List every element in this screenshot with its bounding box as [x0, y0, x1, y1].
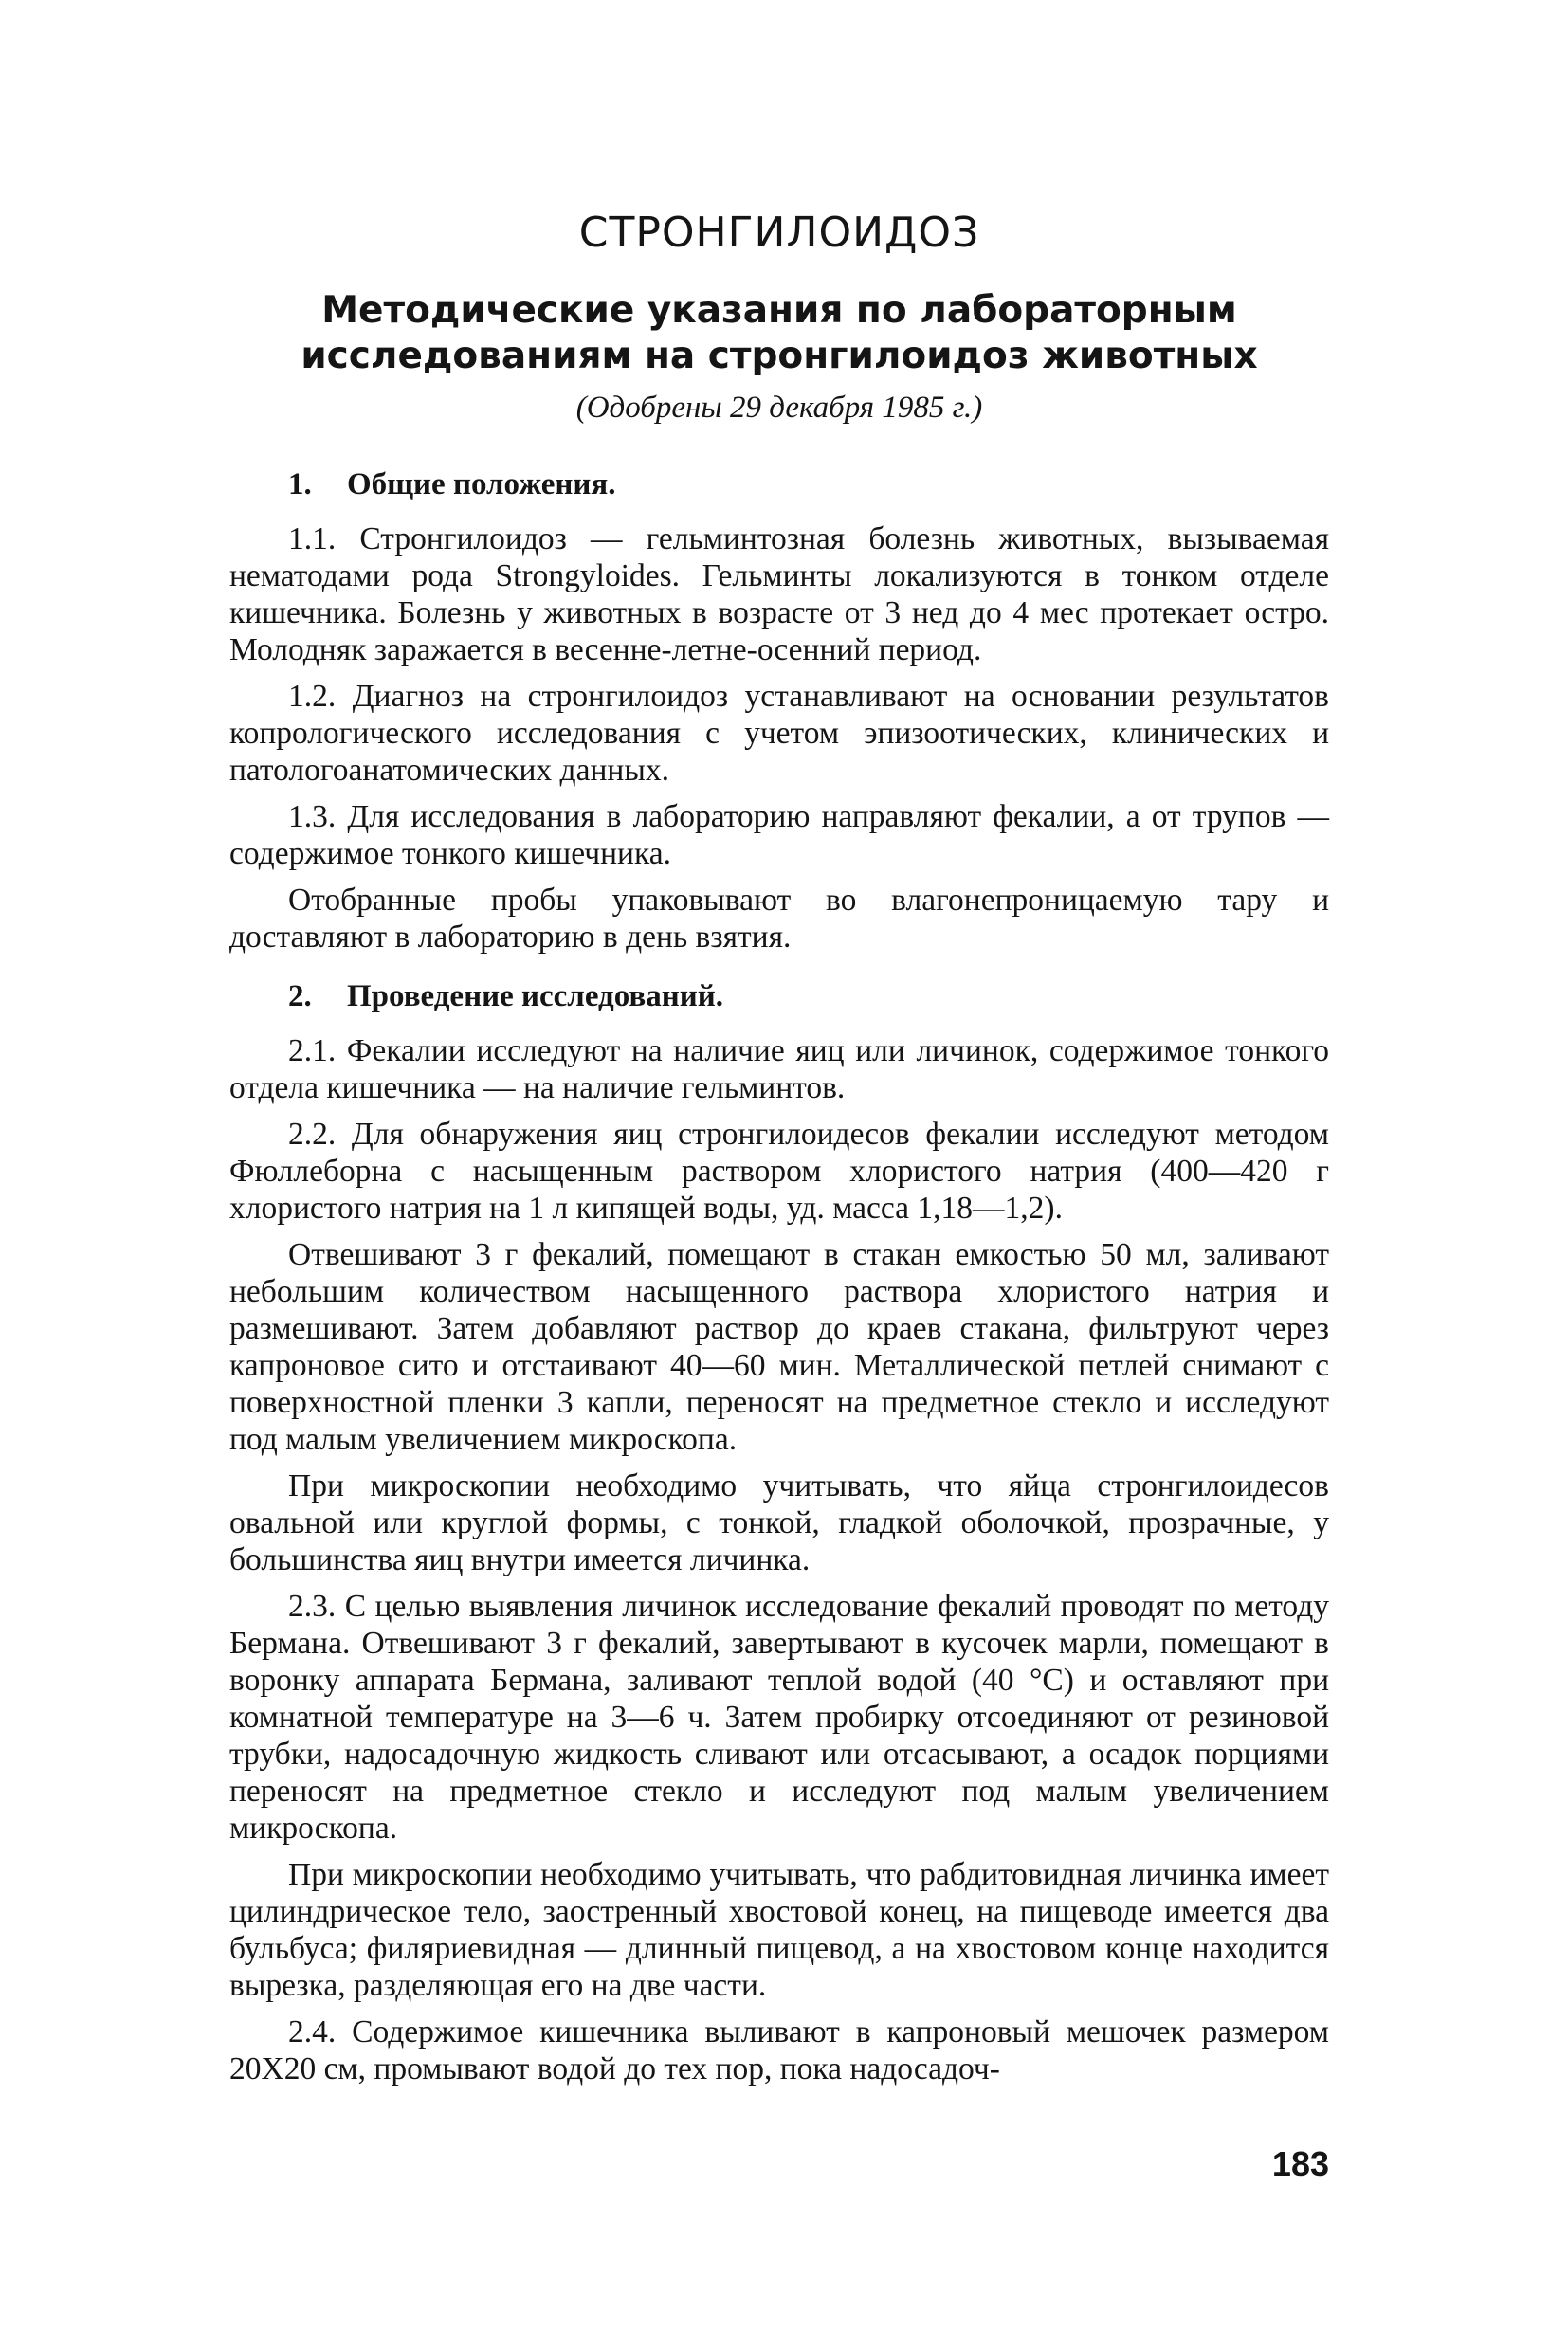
paragraph-2-2-microscopy: При микроскопии необходимо учитывать, что яйца стронгилоидесов овальной или круглой формы, с тонкой, гладкой оболочкой, прозрачные, у большинства яиц внутри имеется личинка. — [229, 1468, 1329, 1577]
paragraph-1-3-samples: Отобранные пробы упаковывают во влагонепроницаемую тару и доставляют в лабораторию в день взятия. — [229, 883, 1329, 955]
approval-date: (Одобрены 29 декабря 1985 г.) — [575, 391, 983, 425]
section-heading-general — [288, 466, 1329, 503]
paragraph-2-2: 2.2. Для обнаружения яиц стронгилоидесов фекалии исследуют методом Фюллеборна с насыщенным раствором хлористого натрия (400—420 г хлористого натрия на 1 л кипящей воды, уд. масса 1,18—1,2). — [229, 1117, 1329, 1226]
section-number: 1. — [288, 467, 312, 501]
paragraph-1-1: 1.1. Стронгилоидоз — гельминтозная болезнь животных, вызываемая нематодами рода Strongyloides. Гельминты локализуются в тонком отделе кишечника. Болезнь у животных в возрасте от 3 нед до 4 мес протекает остро. Молодняк заражается в весенне-летне-осенний период. — [229, 521, 1329, 667]
document-title: СТРОНГИЛОИДОЗ — [578, 209, 980, 257]
section-title: Проведение исследований. — [347, 979, 724, 1013]
document-page — [229, 0, 1329, 2350]
section-number: 2. — [288, 979, 312, 1013]
document-subtitle — [229, 288, 1329, 379]
paragraph-2-4: 2.4. Содержимое кишечника выливают в капроновый мешочек размером 20Х20 см, промывают водой до тех пор, пока надосадоч- — [229, 2014, 1329, 2086]
subtitle-line-1: Методические указания по лабораторным — [321, 289, 1237, 332]
paragraph-2-3: 2.3. С целью выявления личинок исследование фекалий проводят по методу Бермана. Отвешивают 3 г фекалий, завертывают в кусочек марли, помещают в воронку аппарата Бермана, заливают теплой водой (40 °С) и оставляют при комнатной температуре на 3—6 ч. Затем пробирку отсоединяют от резиновой трубки, надосадочную жидкость сливают или отсасывают, а осадок порциями переносят на предметное стекло и исследуют под малым увеличением микроскопа. — [229, 1589, 1329, 1846]
page-number: 183 — [1271, 2144, 1329, 2183]
paragraph-2-3-microscopy: При микроскопии необходимо учитывать, что рабдитовидная личинка имеет цилиндрическое тело, заостренный хвостовой конец, на пищеводе имеется два бульбуса; филяриевидная — длинный пищевод, а на хвостовом конце находится вырезка, разделяющая его на две части. — [229, 1857, 1329, 2003]
paragraph-2-2-method: Отвешивают 3 г фекалий, помещают в стакан емкостью 50 мл, заливают небольшим количеством насыщенного раствора хлористого натрия и размешивают. Затем добавляют раствор до краев стакана, фильтруют через капроновое сито и отстаивают 40—60 мин. Металлической петлей снимают с поверхностной пленки 3 капли, переносят на предметное стекло и исследуют под малым увеличением микроскопа. — [229, 1237, 1329, 1457]
paragraph-1-3: 1.3. Для исследования в лабораторию направляют фекалии, а от трупов — содержимое тонкого кишечника. — [229, 799, 1329, 871]
paragraph-2-1: 2.1. Фекалии исследуют на наличие яиц или личинок, содержимое тонкого отдела кишечника — на наличие гельминтов. — [229, 1033, 1329, 1105]
subtitle-line-2: исследованиям на стронгилоидоз животных — [301, 335, 1258, 377]
section-heading-research — [288, 978, 1329, 1015]
paragraph-1-2: 1.2. Диагноз на стронгилоидоз устанавливают на основании результатов копрологического исследования с учетом эпизоотических, клинических и патологоанатомических данных. — [229, 679, 1329, 788]
section-title: Общие положения. — [347, 467, 616, 501]
body-text — [229, 466, 1329, 2097]
